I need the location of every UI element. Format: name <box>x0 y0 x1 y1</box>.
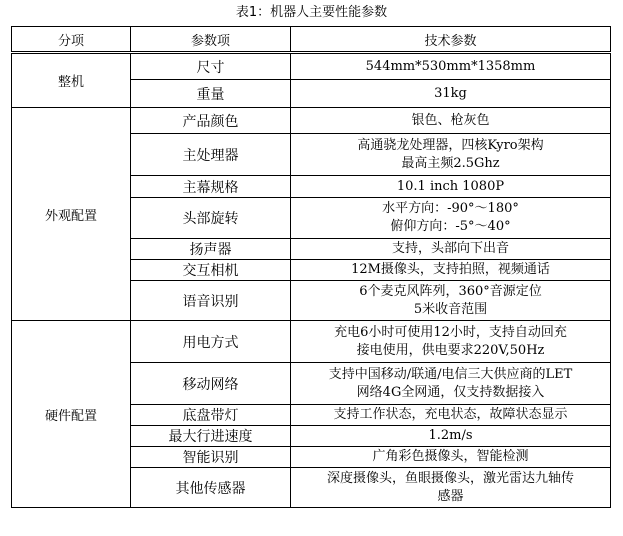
param-cell: 交互相机 <box>131 260 291 281</box>
table-header-row <box>12 27 611 53</box>
value-cell: 12M摄像头，支持拍照，视频通话 <box>291 260 611 281</box>
param-cell: 移动网络 <box>131 363 291 405</box>
header-category: 分项 <box>12 27 131 53</box>
param-cell: 产品颜色 <box>131 108 291 134</box>
category-cell: 硬件配置 <box>12 321 131 508</box>
value-cell: 银色、枪灰色 <box>291 108 611 134</box>
value-cell: 支持工作状态，充电状态，故障状态显示 <box>291 405 611 426</box>
spec-table <box>11 26 611 508</box>
category-cell: 外观配置 <box>12 108 131 321</box>
value-cell: 544mm*530mm*1358mm <box>291 53 611 80</box>
table-row <box>12 321 611 363</box>
table-row <box>12 108 611 134</box>
value-cell: 10.1 inch 1080P <box>291 176 611 198</box>
value-cell: 1.2m/s <box>291 426 611 447</box>
table-caption: 表1：机器人主要性能参数 <box>235 5 388 20</box>
param-cell: 语音识别 <box>131 281 291 321</box>
value-cell: 充电6小时可使用12小时，支持自动回充 接电使用，供电要求220V,50Hz <box>291 321 611 363</box>
param-cell: 头部旋转 <box>131 198 291 239</box>
value-cell: 支持，头部向下出音 <box>291 239 611 260</box>
value-cell: 高通骁龙处理器，四核Kyro架构 最高主频2.5Ghz <box>291 134 611 176</box>
category-cell: 整机 <box>12 53 131 108</box>
param-cell: 主幕规格 <box>131 176 291 198</box>
param-cell: 其他传感器 <box>131 468 291 508</box>
table-row <box>12 53 611 80</box>
header-value: 技术参数 <box>291 27 611 53</box>
param-cell: 主处理器 <box>131 134 291 176</box>
value-cell: 深度摄像头，鱼眼摄像头，激光雷达九轴传 感器 <box>291 468 611 508</box>
param-cell: 用电方式 <box>131 321 291 363</box>
param-cell: 尺寸 <box>131 53 291 80</box>
param-cell: 最大行进速度 <box>131 426 291 447</box>
header-param: 参数项 <box>131 27 291 53</box>
value-cell: 水平方向：-90°～180° 俯仰方向：-5°～40° <box>291 198 611 239</box>
param-cell: 重量 <box>131 80 291 108</box>
value-cell: 6个麦克风阵列，360°音源定位 5米收音范围 <box>291 281 611 321</box>
value-cell: 广角彩色摄像头，智能检测 <box>291 447 611 468</box>
value-cell: 31kg <box>291 80 611 108</box>
param-cell: 智能识别 <box>131 447 291 468</box>
value-cell: 支持中国移动/联通/电信三大供应商的LET 网络4G全网通，仅支持数据接入 <box>291 363 611 405</box>
param-cell: 底盘带灯 <box>131 405 291 426</box>
param-cell: 扬声器 <box>131 239 291 260</box>
